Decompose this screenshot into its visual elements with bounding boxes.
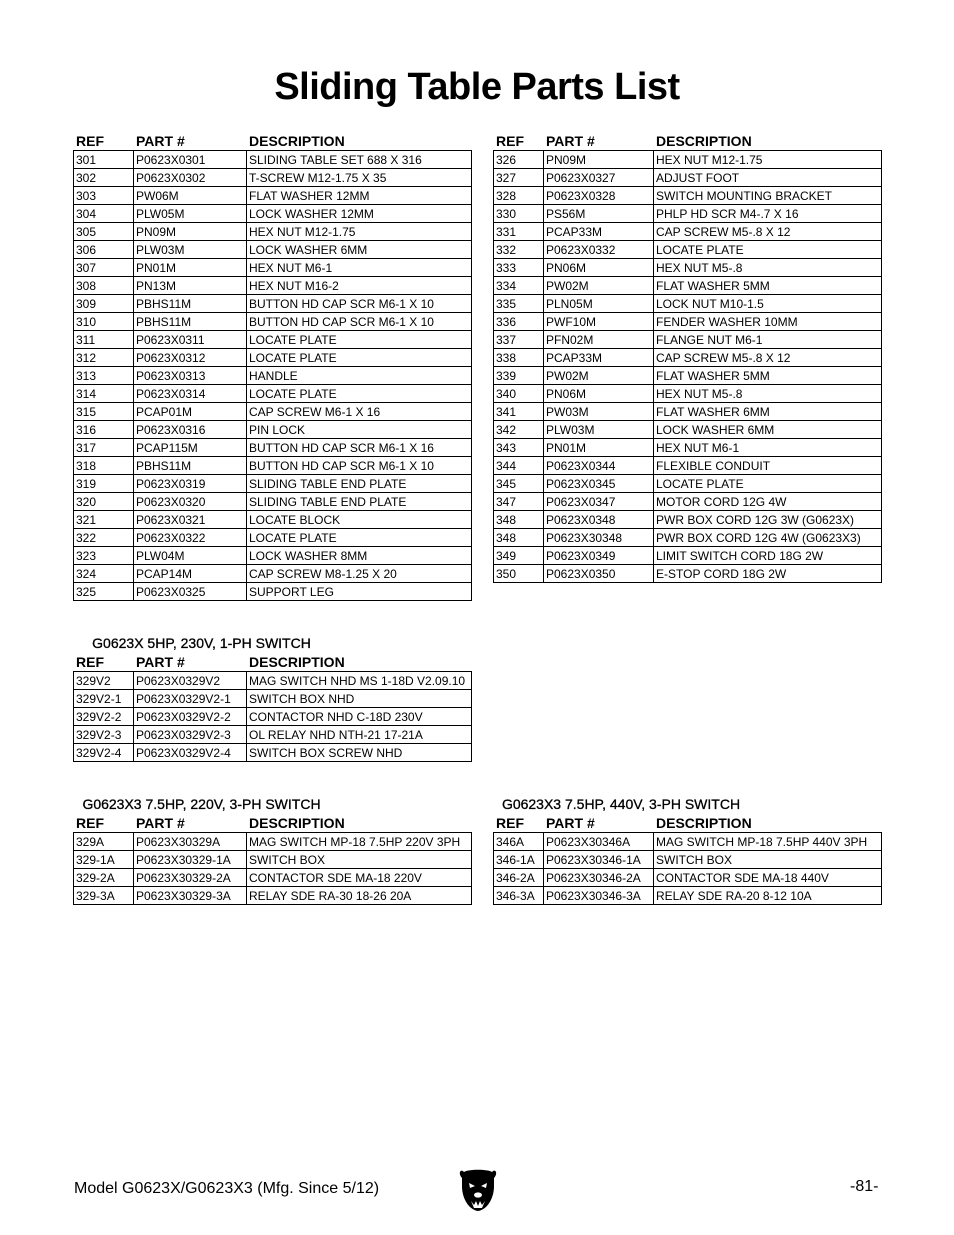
table-subtitle: G0623X 5HP, 230V, 1-PH SWITCH — [92, 635, 311, 651]
part-number-cell: P0623X0348 — [544, 511, 654, 529]
description-cell: LOCATE PLATE — [654, 241, 882, 259]
table-row — [494, 833, 882, 851]
ref-cell: 346-1A — [494, 851, 544, 869]
description-cell: SWITCH BOX — [247, 851, 472, 869]
table-row — [74, 349, 472, 367]
main-parts-table-left — [73, 131, 471, 601]
ref-header: REF — [76, 132, 104, 149]
description-cell: MOTOR CORD 12G 4W — [654, 493, 882, 511]
part-number-cell: PN06M — [544, 259, 654, 277]
table-row — [494, 367, 882, 385]
description-cell: LOCK NUT M10-1.5 — [654, 295, 882, 313]
part-number-cell: PBHS11M — [134, 295, 247, 313]
part-number-cell: P0623X0320 — [134, 493, 247, 511]
part-number-cell: PN13M — [134, 277, 247, 295]
ref-cell: 331 — [494, 223, 544, 241]
ref-cell: 320 — [74, 493, 134, 511]
description-header: DESCRIPTION — [249, 814, 345, 831]
description-cell: LOCK WASHER 8MM — [247, 547, 472, 565]
part-number-cell: P0623X30348 — [544, 529, 654, 547]
ref-cell: 335 — [494, 295, 544, 313]
table-header — [73, 131, 471, 150]
ref-header: REF — [496, 132, 524, 149]
description-cell: LOCK WASHER 6MM — [654, 421, 882, 439]
ref-cell: 345 — [494, 475, 544, 493]
table-row — [494, 851, 882, 869]
description-cell: SWITCH BOX SCREW NHD — [247, 744, 472, 762]
table-row — [494, 887, 882, 905]
ref-cell: 340 — [494, 385, 544, 403]
table-row — [494, 295, 882, 313]
table-row — [74, 205, 472, 223]
ref-header: REF — [76, 814, 104, 831]
part-number-cell: P0623X30329A — [134, 833, 247, 851]
ref-cell: 348 — [494, 529, 544, 547]
part-number-cell: PLW05M — [134, 205, 247, 223]
part-number-cell: PWF10M — [544, 313, 654, 331]
table-row — [74, 277, 472, 295]
description-cell: BUTTON HD CAP SCR M6-1 X 10 — [247, 295, 472, 313]
page-number: -81- — [850, 1178, 879, 1195]
description-cell: T-SCREW M12-1.75 X 35 — [247, 169, 472, 187]
description-cell: CAP SCREW M5-.8 X 12 — [654, 349, 882, 367]
ref-cell: 344 — [494, 457, 544, 475]
part-number-cell: PCAP01M — [134, 403, 247, 421]
ref-cell: 308 — [74, 277, 134, 295]
description-cell: SLIDING TABLE SET 688 X 316 — [247, 151, 472, 169]
ref-cell: 304 — [74, 205, 134, 223]
switch-220v-table — [73, 795, 471, 905]
ref-cell: 329A — [74, 833, 134, 851]
table-row — [74, 529, 472, 547]
description-cell: BUTTON HD CAP SCR M6-1 X 10 — [247, 457, 472, 475]
ref-cell: 329V2-2 — [74, 708, 134, 726]
description-cell: LOCATE PLATE — [247, 529, 472, 547]
table-row — [494, 223, 882, 241]
table-row — [494, 277, 882, 295]
description-cell: LOCK WASHER 6MM — [247, 241, 472, 259]
table-row — [494, 475, 882, 493]
description-cell: ADJUST FOOT — [654, 169, 882, 187]
part-number-cell: P0623X0301 — [134, 151, 247, 169]
part-number-cell: P0623X0311 — [134, 331, 247, 349]
main-parts-table-right — [493, 131, 881, 583]
description-cell: MAG SWITCH MP-18 7.5HP 220V 3PH — [247, 833, 472, 851]
description-cell: PWR BOX CORD 12G 4W (G0623X3) — [654, 529, 882, 547]
part-number-cell: P0623X30346-3A — [544, 887, 654, 905]
table-row — [74, 887, 472, 905]
table-row — [74, 187, 472, 205]
part-number-cell: PS56M — [544, 205, 654, 223]
ref-cell: 319 — [74, 475, 134, 493]
ref-cell: 333 — [494, 259, 544, 277]
description-cell: OL RELAY NHD NTH-21 17-21A — [247, 726, 472, 744]
ref-header: REF — [496, 814, 524, 831]
part-number-cell: P0623X30346-1A — [544, 851, 654, 869]
description-cell: FLAT WASHER 5MM — [654, 277, 882, 295]
table-row — [74, 421, 472, 439]
part-number-cell: PCAP115M — [134, 439, 247, 457]
ref-cell: 350 — [494, 565, 544, 583]
table-row — [494, 869, 882, 887]
part-number-cell: P0623X0329V2-4 — [134, 744, 247, 762]
ref-cell: 309 — [74, 295, 134, 313]
table-row — [74, 169, 472, 187]
ref-cell: 316 — [74, 421, 134, 439]
part-number-cell: P0623X0329V2-1 — [134, 690, 247, 708]
part-header: PART # — [546, 814, 595, 831]
part-number-cell: P0623X30329-3A — [134, 887, 247, 905]
description-cell: HEX NUT M5-.8 — [654, 259, 882, 277]
switch-440v-table — [493, 795, 881, 905]
part-number-cell: PN09M — [544, 151, 654, 169]
description-cell: LOCATE PLATE — [247, 331, 472, 349]
description-cell: E-STOP CORD 18G 2W — [654, 565, 882, 583]
ref-cell: 342 — [494, 421, 544, 439]
part-number-cell: P0623X30346-2A — [544, 869, 654, 887]
table-row — [494, 313, 882, 331]
description-cell: FLAT WASHER 5MM — [654, 367, 882, 385]
ref-cell: 329V2-3 — [74, 726, 134, 744]
ref-cell: 346-3A — [494, 887, 544, 905]
ref-cell: 305 — [74, 223, 134, 241]
table-row — [74, 672, 472, 690]
table-row — [494, 187, 882, 205]
part-number-cell: P0623X0349 — [544, 547, 654, 565]
part-number-cell: PFN02M — [544, 331, 654, 349]
part-number-cell: PN06M — [544, 385, 654, 403]
description-cell: FLEXIBLE CONDUIT — [654, 457, 882, 475]
description-cell: MAG SWITCH NHD MS 1-18D V2.09.10 — [247, 672, 472, 690]
part-number-cell: P0623X0328 — [544, 187, 654, 205]
table-row — [74, 869, 472, 887]
table-row — [74, 241, 472, 259]
part-number-cell: P0623X0325 — [134, 583, 247, 601]
part-number-cell: P0623X0347 — [544, 493, 654, 511]
part-number-cell: PBHS11M — [134, 457, 247, 475]
table-row — [494, 439, 882, 457]
parts-table — [73, 671, 472, 762]
part-number-cell: P0623X30329-1A — [134, 851, 247, 869]
table-row — [74, 565, 472, 583]
parts-table — [73, 832, 472, 905]
description-cell: HEX NUT M6-1 — [247, 259, 472, 277]
description-cell: LOCK WASHER 12MM — [247, 205, 472, 223]
table-row — [74, 690, 472, 708]
part-number-cell: P0623X0332 — [544, 241, 654, 259]
table-subtitle: G0623X3 7.5HP, 220V, 3-PH SWITCH — [82, 796, 321, 812]
table-row — [74, 708, 472, 726]
description-header: DESCRIPTION — [249, 653, 345, 670]
description-cell: BUTTON HD CAP SCR M6-1 X 10 — [247, 313, 472, 331]
table-row — [74, 493, 472, 511]
description-cell: LIMIT SWITCH CORD 18G 2W — [654, 547, 882, 565]
table-header — [493, 813, 881, 832]
ref-cell: 306 — [74, 241, 134, 259]
table-row — [494, 511, 882, 529]
description-cell: CAP SCREW M8-1.25 X 20 — [247, 565, 472, 583]
description-header: DESCRIPTION — [656, 132, 752, 149]
part-number-cell: PLN05M — [544, 295, 654, 313]
table-row — [74, 726, 472, 744]
part-number-cell: PN01M — [544, 439, 654, 457]
description-cell: LOCATE PLATE — [247, 349, 472, 367]
part-number-cell: PCAP14M — [134, 565, 247, 583]
table-subtitle: G0623X3 7.5HP, 440V, 3-PH SWITCH — [501, 796, 741, 812]
part-number-cell: PLW03M — [544, 421, 654, 439]
table-row — [494, 349, 882, 367]
part-number-cell: P0623X0319 — [134, 475, 247, 493]
ref-cell: 323 — [74, 547, 134, 565]
description-cell: FLAT WASHER 6MM — [654, 403, 882, 421]
ref-cell: 321 — [74, 511, 134, 529]
table-row — [74, 295, 472, 313]
description-cell: SLIDING TABLE END PLATE — [247, 493, 472, 511]
part-number-cell: PN01M — [134, 259, 247, 277]
description-cell: HEX NUT M12-1.75 — [247, 223, 472, 241]
ref-cell: 337 — [494, 331, 544, 349]
description-cell: HEX NUT M16-2 — [247, 277, 472, 295]
description-cell: SUPPORT LEG — [247, 583, 472, 601]
description-cell: PHLP HD SCR M4-.7 X 16 — [654, 205, 882, 223]
part-number-cell: P0623X0321 — [134, 511, 247, 529]
table-row — [494, 331, 882, 349]
ref-cell: 314 — [74, 385, 134, 403]
ref-cell: 326 — [494, 151, 544, 169]
part-number-cell: PW03M — [544, 403, 654, 421]
description-cell: HANDLE — [247, 367, 472, 385]
part-number-cell: P0623X0350 — [544, 565, 654, 583]
table-row — [74, 151, 472, 169]
ref-cell: 343 — [494, 439, 544, 457]
part-number-cell: P0623X30329-2A — [134, 869, 247, 887]
ref-cell: 330 — [494, 205, 544, 223]
table-row — [74, 457, 472, 475]
footer-model: Model G0623X/G0623X3 (Mfg. Since 5/12) — [74, 1180, 380, 1197]
part-number-cell: P0623X0344 — [544, 457, 654, 475]
ref-cell: 310 — [74, 313, 134, 331]
table-row — [74, 744, 472, 762]
switch-5hp-table — [73, 634, 471, 762]
table-header — [73, 813, 471, 832]
ref-cell: 324 — [74, 565, 134, 583]
ref-cell: 325 — [74, 583, 134, 601]
description-cell: LOCATE PLATE — [247, 385, 472, 403]
part-number-cell: PBHS11M — [134, 313, 247, 331]
part-number-cell: PLW03M — [134, 241, 247, 259]
table-row — [494, 547, 882, 565]
ref-cell: 302 — [74, 169, 134, 187]
table-row — [494, 403, 882, 421]
ref-cell: 318 — [74, 457, 134, 475]
ref-cell: 347 — [494, 493, 544, 511]
ref-cell: 332 — [494, 241, 544, 259]
part-number-cell: PCAP33M — [544, 223, 654, 241]
table-row — [74, 403, 472, 421]
ref-cell: 322 — [74, 529, 134, 547]
ref-cell: 329-3A — [74, 887, 134, 905]
ref-cell: 315 — [74, 403, 134, 421]
part-number-cell: PW06M — [134, 187, 247, 205]
table-row — [74, 511, 472, 529]
part-number-cell: P0623X0302 — [134, 169, 247, 187]
description-cell: SWITCH MOUNTING BRACKET — [654, 187, 882, 205]
table-row — [74, 259, 472, 277]
part-number-cell: P0623X0329V2-2 — [134, 708, 247, 726]
ref-cell: 327 — [494, 169, 544, 187]
ref-cell: 301 — [74, 151, 134, 169]
table-row — [494, 259, 882, 277]
description-cell: FLANGE NUT M6-1 — [654, 331, 882, 349]
description-cell: CONTACTOR SDE MA-18 220V — [247, 869, 472, 887]
table-row — [494, 151, 882, 169]
description-cell: SWITCH BOX NHD — [247, 690, 472, 708]
description-cell: MAG SWITCH MP-18 7.5HP 440V 3PH — [654, 833, 882, 851]
part-header: PART # — [546, 132, 595, 149]
bear-head-icon — [458, 1166, 498, 1212]
table-row — [494, 493, 882, 511]
ref-cell: 339 — [494, 367, 544, 385]
table-header — [493, 131, 881, 150]
description-cell: CAP SCREW M5-.8 X 12 — [654, 223, 882, 241]
description-header: DESCRIPTION — [656, 814, 752, 831]
ref-cell: 329V2 — [74, 672, 134, 690]
ref-cell: 334 — [494, 277, 544, 295]
description-cell: FENDER WASHER 10MM — [654, 313, 882, 331]
ref-header: REF — [76, 653, 104, 670]
ref-cell: 307 — [74, 259, 134, 277]
part-number-cell: PN09M — [134, 223, 247, 241]
description-header: DESCRIPTION — [249, 132, 345, 149]
part-number-cell: P0623X0313 — [134, 367, 247, 385]
table-row — [74, 385, 472, 403]
table-header — [73, 652, 471, 671]
table-row — [74, 331, 472, 349]
ref-cell: 338 — [494, 349, 544, 367]
description-cell: FLAT WASHER 12MM — [247, 187, 472, 205]
ref-cell: 328 — [494, 187, 544, 205]
part-number-cell: PW02M — [544, 277, 654, 295]
part-number-cell: P0623X0316 — [134, 421, 247, 439]
table-row — [74, 439, 472, 457]
description-cell: CONTACTOR SDE MA-18 440V — [654, 869, 882, 887]
table-row — [494, 421, 882, 439]
part-number-cell: P0623X0314 — [134, 385, 247, 403]
table-row — [494, 169, 882, 187]
table-row — [74, 223, 472, 241]
table-row — [494, 385, 882, 403]
description-cell: PIN LOCK — [247, 421, 472, 439]
description-cell: HEX NUT M6-1 — [654, 439, 882, 457]
description-cell: SWITCH BOX — [654, 851, 882, 869]
description-cell: SLIDING TABLE END PLATE — [247, 475, 472, 493]
parts-table — [493, 150, 882, 583]
ref-cell: 312 — [74, 349, 134, 367]
description-cell: LOCATE PLATE — [654, 475, 882, 493]
table-row — [494, 457, 882, 475]
part-number-cell: PCAP33M — [544, 349, 654, 367]
ref-cell: 329-2A — [74, 869, 134, 887]
table-row — [74, 475, 472, 493]
table-row — [74, 583, 472, 601]
ref-cell: 329-1A — [74, 851, 134, 869]
table-row — [494, 529, 882, 547]
description-cell: LOCATE BLOCK — [247, 511, 472, 529]
ref-cell: 346-2A — [494, 869, 544, 887]
part-number-cell: P0623X0312 — [134, 349, 247, 367]
part-number-cell: P0623X0329V2-3 — [134, 726, 247, 744]
description-cell: RELAY SDE RA-20 8-12 10A — [654, 887, 882, 905]
part-number-cell: PLW04M — [134, 547, 247, 565]
table-row — [494, 205, 882, 223]
ref-cell: 317 — [74, 439, 134, 457]
table-row — [74, 313, 472, 331]
table-row — [74, 833, 472, 851]
part-header: PART # — [136, 814, 185, 831]
ref-cell: 311 — [74, 331, 134, 349]
part-header: PART # — [136, 653, 185, 670]
table-row — [74, 851, 472, 869]
ref-cell: 341 — [494, 403, 544, 421]
part-number-cell: P0623X0327 — [544, 169, 654, 187]
page-title: Sliding Table Parts List — [274, 66, 680, 108]
ref-cell: 336 — [494, 313, 544, 331]
ref-cell: 303 — [74, 187, 134, 205]
part-number-cell: PW02M — [544, 367, 654, 385]
table-row — [494, 565, 882, 583]
ref-cell: 346A — [494, 833, 544, 851]
description-cell: RELAY SDE RA-30 18-26 20A — [247, 887, 472, 905]
part-number-cell: P0623X30346A — [544, 833, 654, 851]
ref-cell: 348 — [494, 511, 544, 529]
description-cell: PWR BOX CORD 12G 3W (G0623X) — [654, 511, 882, 529]
description-cell: BUTTON HD CAP SCR M6-1 X 16 — [247, 439, 472, 457]
description-cell: HEX NUT M12-1.75 — [654, 151, 882, 169]
ref-cell: 329V2-1 — [74, 690, 134, 708]
description-cell: HEX NUT M5-.8 — [654, 385, 882, 403]
table-row — [74, 547, 472, 565]
description-cell: CONTACTOR NHD C-18D 230V — [247, 708, 472, 726]
table-row — [494, 241, 882, 259]
ref-cell: 329V2-4 — [74, 744, 134, 762]
ref-cell: 349 — [494, 547, 544, 565]
part-number-cell: P0623X0329V2 — [134, 672, 247, 690]
part-header: PART # — [136, 132, 185, 149]
part-number-cell: P0623X0322 — [134, 529, 247, 547]
table-row — [74, 367, 472, 385]
description-cell: CAP SCREW M6-1 X 16 — [247, 403, 472, 421]
part-number-cell: P0623X0345 — [544, 475, 654, 493]
parts-table — [73, 150, 472, 601]
ref-cell: 313 — [74, 367, 134, 385]
parts-table — [493, 832, 882, 905]
